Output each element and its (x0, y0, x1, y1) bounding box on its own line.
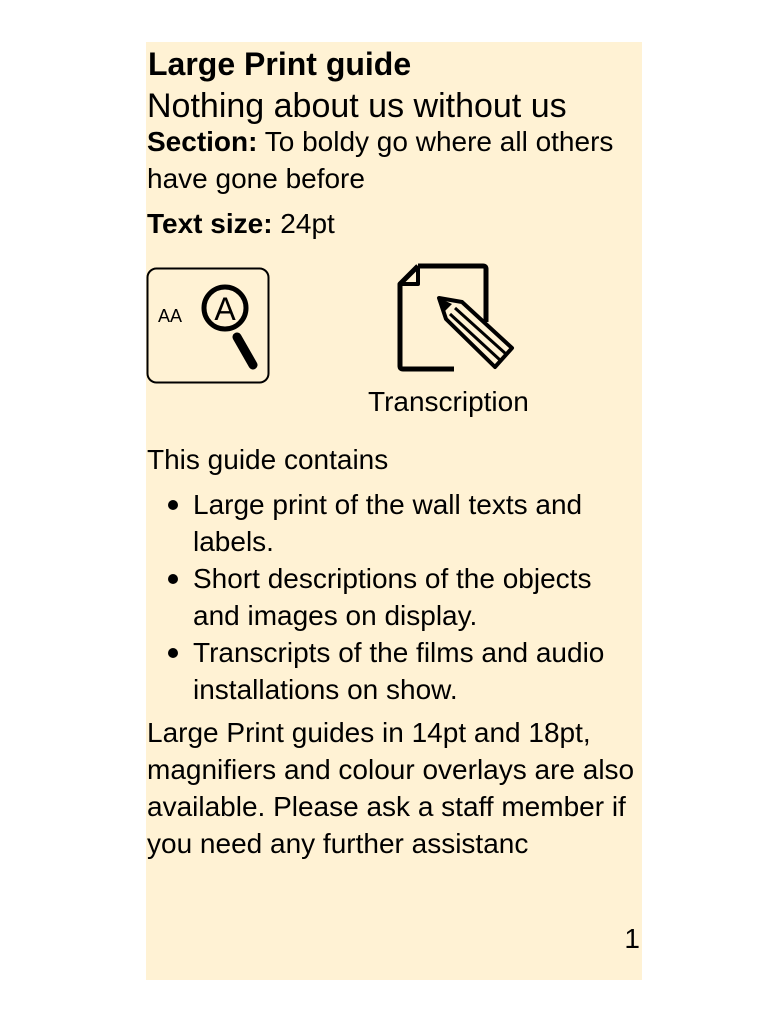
text-size-label: Text size: (147, 208, 273, 239)
list-item (146, 634, 642, 708)
section-label: Section: (147, 126, 258, 157)
svg-text:A: A (214, 291, 236, 327)
section-value: To boldy go where all others have gone before (147, 126, 614, 194)
guide-page (146, 42, 642, 980)
page-subtitle: Nothing about us without us (147, 87, 567, 125)
contents-list (146, 486, 642, 708)
list-item (146, 486, 642, 560)
bullet-icon (168, 574, 178, 584)
list-item-text: Transcripts of the films and audio installations on show. (193, 637, 605, 705)
magnifier-text-size-icon (146, 267, 270, 384)
bullet-icon (168, 648, 178, 658)
text-size-value: 24pt (272, 208, 335, 239)
magnifier-lettering: AA (158, 306, 183, 326)
page-number: 1 (624, 923, 640, 954)
transcription-caption: Transcription (368, 386, 529, 417)
section-line (147, 123, 627, 197)
page-title: Large Print guide (148, 46, 412, 82)
document-pencil-icon (394, 262, 518, 374)
list-item-text: Short descriptions of the objects and images on display. (193, 563, 592, 631)
availability-paragraph: Large Print guides in 14pt and 18pt, magnifiers and colour overlays are also available. Please ask a staff member if you need any further assistanc (147, 717, 635, 859)
list-item-text: Large print of the wall texts and labels. (193, 489, 583, 557)
text-size-line (147, 205, 335, 242)
bullet-icon (168, 500, 178, 510)
contents-intro: This guide contains (147, 444, 389, 475)
list-item (146, 560, 642, 634)
